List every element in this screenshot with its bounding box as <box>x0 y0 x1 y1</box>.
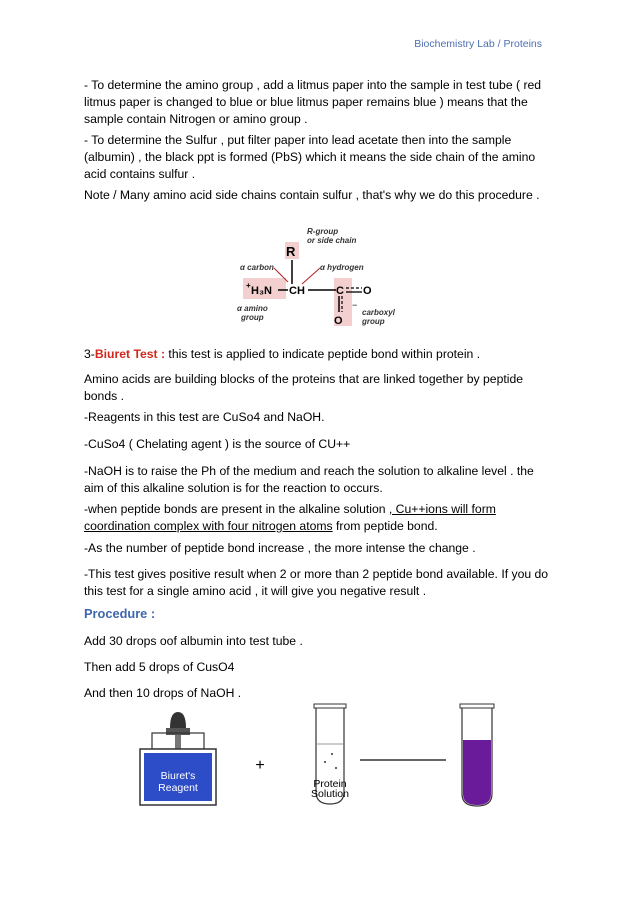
biuret-intro: this test is applied to indicate peptide bond within protein . <box>165 347 481 361</box>
amino-group-label: group <box>241 313 264 322</box>
biuret-paragraph-2: -Reagents in this test are CuSo4 and NaOH. <box>84 410 325 424</box>
result-tube-rim <box>460 704 494 708</box>
procedure-step-3: And then 10 drops of NaOH . <box>84 686 242 700</box>
carboxyl-label: carboxyl <box>362 308 395 317</box>
carboxyl-group-label: group <box>362 317 385 326</box>
bubble-3 <box>335 767 337 769</box>
bubble-1 <box>331 753 333 755</box>
biuret-p5-start: -when peptide bonds are present in the alkaline solution <box>84 502 389 516</box>
biuret-paragraph-5 <box>84 501 554 535</box>
reagent-label-line-1: Biuret's <box>160 770 196 782</box>
biuret-procedure-figure <box>130 700 510 815</box>
carboxyl-o-bottom: O <box>334 315 343 327</box>
biuret-heading-paragraph <box>84 346 554 363</box>
paragraph-amino-group: - To determine the amino group , add a litmus paper into the sample in test tube ( red litmus paper is changed to blue or blue litmus paper remains blue ) means that the sample contain Nitrogen or amino group . <box>84 78 542 126</box>
procedure-title-text: Procedure : <box>84 606 156 621</box>
ch-atom: CH <box>289 285 305 297</box>
biuret-paragraph-7: -This test gives positive result when 2 or more than 2 peptide bond available. If you do this test for a single amino acid , it will give you negative result . <box>84 567 549 598</box>
tube-rim <box>314 704 346 708</box>
biuret-paragraph-1: Amino acids are building blocks of the proteins that are linked together by peptide bonds . <box>84 372 524 403</box>
paragraph-note: Note / Many amino acid side chains contain sulfur , that's why we do this procedure . <box>84 188 540 202</box>
bubble-2 <box>324 761 326 763</box>
alpha-hydrogen-arrow <box>302 268 320 284</box>
procedure-step-1: Add 30 drops oof albumin into test tube . <box>84 634 303 648</box>
biuret-p5-underlined: , Cu++ions will form coordination complex with four nitrogen atoms <box>84 502 496 533</box>
r-letter: R <box>286 244 296 259</box>
biuret-paragraph-3: -CuSo4 ( Chelating agent ) is the source of CU++ <box>84 437 351 451</box>
biuret-number: 3- <box>84 347 95 361</box>
plus-sign: + <box>255 757 265 774</box>
carboxyl-c: C <box>336 285 344 297</box>
biuret-paragraph-6: -As the number of peptide bond increase , the more intense the change . <box>84 541 476 555</box>
paragraph-sulfur: - To determine the Sulfur , put filter paper into lead acetate then into the sample (albumin) , the black ppt is formed (PbS) which it means the side chain of the amino acid contains sulfur . <box>84 133 536 181</box>
charge-minus: − <box>352 300 358 310</box>
biuret-title: Biuret Test : <box>94 347 166 361</box>
side-chain-label: or side chain <box>307 236 357 245</box>
ammonium-plus: + <box>246 281 251 290</box>
alpha-hydrogen-label: α hydrogen <box>320 263 364 272</box>
biuret-paragraph-4: -NaOH is to raise the Ph of the medium and reach the solution to alkaline level . the aim of this alkaline solution is for the reaction to occurs. <box>84 464 534 495</box>
solution-label-line-2: Solution <box>311 788 349 800</box>
running-header: Biochemistry Lab / Proteins <box>414 38 542 50</box>
reagent-label-line-2: Reagent <box>158 782 198 794</box>
ammonium-h3n: H₃N <box>251 285 272 297</box>
biuret-p5-end: from peptide bond. <box>332 519 438 533</box>
carboxyl-o-right: O <box>363 285 372 297</box>
dropper-bulb <box>170 712 186 728</box>
r-group-label: R-group <box>307 227 339 236</box>
procedure-title <box>84 605 554 623</box>
alpha-carbon-label: α carbon <box>240 263 274 272</box>
amino-acid-structure-diagram <box>228 222 413 334</box>
dropper-tube <box>175 735 181 749</box>
purple-result-liquid <box>463 740 491 805</box>
dropper-collar <box>166 728 190 735</box>
procedure-step-2: Then add 5 drops of CusO4 <box>84 660 235 674</box>
solution-label-line-1: Protein <box>313 778 347 790</box>
alpha-amino-label: α amino <box>237 304 268 313</box>
